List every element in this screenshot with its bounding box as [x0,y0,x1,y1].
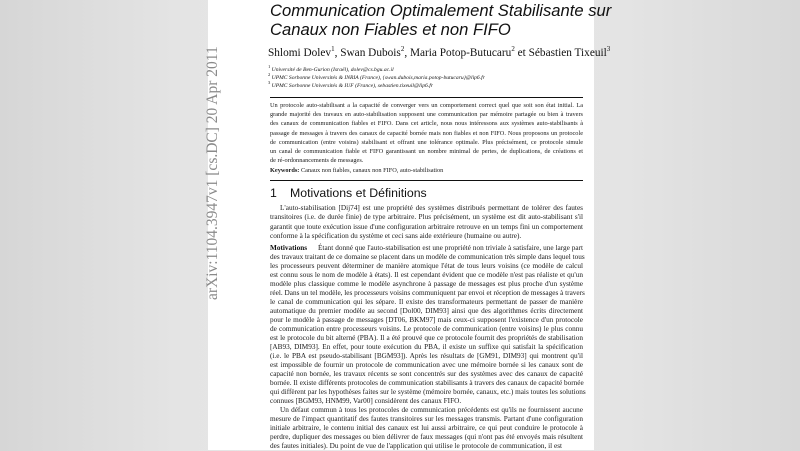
author-name: Maria Potop-Butucaru [409,46,512,59]
abstract-line: de communication (entre voisins) stabilisant et offrant une tolérance optimale. Plus précisément, ce protocole simule [270,138,583,146]
para2-line: est impossible de fournir un protocole de communication avec une mémoire bornée si les canaux sont de [270,361,583,369]
paper-title-line-2: Canaux non Fiables et non FIFO [270,20,511,39]
affil-text: UPMC Sorbonne Universités & IUF (France), sebastien.tixeuil@lip6.fr [271,82,433,89]
para2-line: qui diffèrent par les hypothèses faites sur le système (mémoire bornée, canaux, etc.) mais toutes les solutions [270,388,586,396]
author-affil-mark: 3 [606,45,611,53]
section-title: Motivations et Définitions [290,186,427,200]
para3-line: mesure de l'impact quantitatif des fautes transitoires sur les messages transmis. Partant d'une configuration [270,415,583,423]
para1-line: L'auto-stabilisation [Dij74] est une propriété des systèmes distribués permettant de tolérer des fautes [280,204,583,212]
para2-line: pour le modèle à passage de messages [DT06, BKM97] mais ceux-ci supposent l'existence d'un protocole [270,316,583,324]
para2-line: automatique du premier modèle au second [Dol00, DIM93] ainsi que des algorithmes écrits directement [270,307,583,315]
author-affil-mark: 2 [400,45,405,53]
author-name: Shlomi Dolev [268,46,332,59]
para2-line: capacité non bornée, les travaux récents se sont concentrés sur des systèmes avec des canaux de capacité [270,370,583,378]
abstract-line: de ré-ordonnancements de messages. [270,157,364,165]
abstract-line: passage de messages à travers des canaux de capacité bornée mais non fiables et non FIFO. Nous proposons un protocole [270,129,583,137]
affil-text: Université de Ben-Gurion (Israël), dolev@cs.bgu.ac.il [271,66,394,73]
para2-line: les processeurs peuvent déterminer de manière atomique l'état de tous leurs voisins (ce modèle de calcul [270,262,583,270]
author-affil-mark: 2 [511,45,515,53]
para1-line: garantit que toute exécution issue d'une configuration arbitraire retrouve en un temps fini un comportement [270,222,583,231]
authors [268,45,610,59]
keywords-label: Keywords: [270,167,300,174]
abstract-line: grande majorité des travaux en auto-stabilisation supposent une communication par mémoire partagée ou bien à travers [270,111,583,119]
author-name: Swan Dubois [340,46,401,59]
para2-line: (i.e. le PBA est pseudo-stabilisant [BGM93]). Après les résultats de [GM91, DIM93] qui montrent qu'il [270,352,583,360]
separator: et [514,46,529,59]
para2-line: bornée. Il existe différents protocoles de communication stabilisants à travers des canaux de capacité bornée [270,379,584,387]
para2-line: [AB93, DIM93]. En effet, pour toute exécution du PBA, il existe un suffixe qui satisfait la spécification [270,343,583,351]
para2-line: est connu sous le nom de modèle à états). Il est cependant évident que ce modèle n'est pas réaliste et qu'un [270,271,583,279]
affil-mark: 2 [268,72,271,77]
separator: , [334,46,341,59]
motivations-label: Motivations [270,244,308,252]
para3-line: perdre, dupliquer des messages ou bien délivrer de faux messages (qui n'ont pas été envoyés mais résultent [270,433,583,441]
abstract-top-rule [270,97,583,98]
paper-title-line-1: Communication Optimalement Stabilisante sur [270,1,612,20]
affil-mark: 3 [268,80,271,85]
para3-line: des fautes initiales). Du point de vue de l'application qui utilise le protocole de communication, il est [270,442,563,450]
abstract-line: un canal de communication fiable et FIFO garantissant un nombre minimal de pertes, de duplications, de créations et [270,148,583,155]
para3-line: initiale arbitraire, le contenu initial des canaux est lui aussi arbitraire, ce qui peut conduire le protocole à [270,424,583,432]
separator: , [404,46,410,59]
arxiv-stamp: arXiv:1104.3947v1 [cs.DC] 20 Apr 2011 [204,46,221,300]
affil-text: UPMC Sorbonne Universités & INRIA (France), {swan.dubois,maria.potop-butucaru}@lip6.fr [271,74,485,81]
affiliation [268,80,433,89]
para2-line: est le protocole du bit alterné (PBA). Il a été prouvé que ce protocole fournit des propriétés de stabilisation [270,334,583,342]
author-name: Sébastien Tixeuil [528,46,607,59]
abstract-line: Un protocole auto-stabilisant a la capacité de converger vers un comportement correct quel que soit son état initial. La [270,102,583,109]
para2-line: modèle plus classique comme le modèle asynchrone à passage de messages est plus proche d'un système [270,280,583,288]
para2-line: le canal de communication qui les sépare. Il existe des transformateurs permettant de passer de manière [270,298,583,306]
section-number: 1 [270,186,277,200]
abstract-bottom-rule [270,180,583,181]
para3-line: Un défaut commun à tous les protocoles de communication précédents est qu'ils ne fournissent aucune [280,406,583,414]
keywords-text: Canaux non fiables, canaux non FIFO, auto-stabilisation [299,167,444,174]
para2-line: Étant donné que l'auto-stabilisation est une propriété non triviale à satisfaire, une large part [318,244,583,252]
para2-line: réel. Dans un tel modèle, les processeurs voisins communiquent par envoi et réception de messages à travers [270,289,585,297]
para1-line: conforme à la spécification du système et ceci sans aide extérieure (humaine ou autre). [270,231,522,240]
section-heading [270,186,427,200]
para2-line: des travaux traitant de ce domaine se placent dans un modèle de communication très simple dans lequel tous [270,253,585,261]
para1-line: transitoires (i.e. de durée finie) de type arbitraire. Plus précisément, un système est dit auto-stabilisant s'il [270,213,583,222]
affil-mark: 1 [268,64,271,69]
abstract-line: des canaux de communication fiables et FIFO. Dans cet article, nous nous intéressons aux systèmes auto-stabilisants à [270,120,583,128]
keywords [270,166,583,175]
author-affil-mark: 1 [331,45,335,53]
para2-line: connues [BGM93, HNM99, Var00] considèrent des canaux FIFO. [270,397,462,405]
para2-line: de communication entre processeurs voisins. Le protocole de communication (entre voisins) le plus connu [270,325,583,333]
